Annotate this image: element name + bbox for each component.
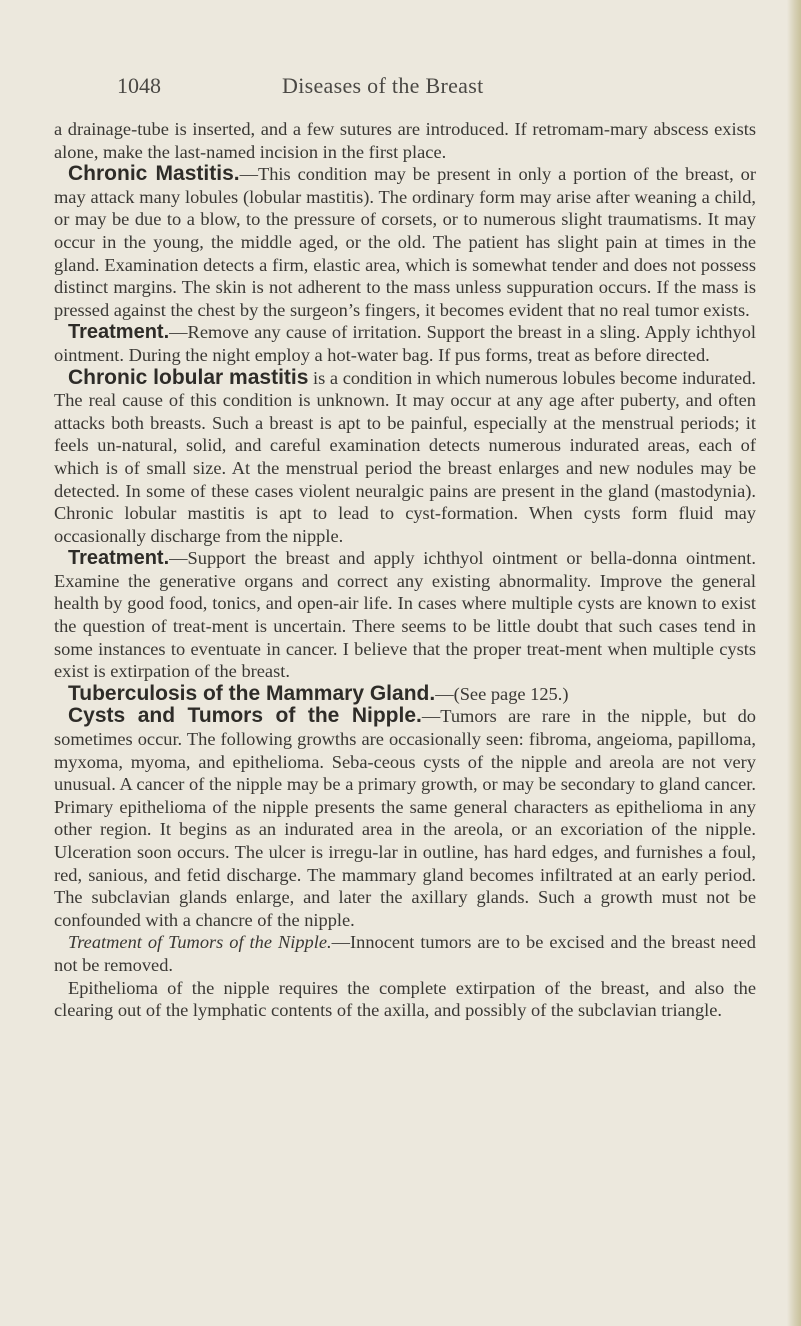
section-heading: Treatment. <box>68 321 170 344</box>
paragraph-drainage <box>54 118 756 163</box>
paragraph-text: a drainage-tube is inserted, and a few sutures are introduced. If retromam-mary abscess exists alone, make the last-named incision in the first place. <box>54 119 756 162</box>
section-heading: Cysts and Tumors of the Nipple. <box>68 704 422 728</box>
paragraph-text: is a condition in which numerous lobules become indurated. The real cause of this condition is unknown. It may occur at any age after puberty, and often attacks both breasts. Such a breast is apt to be painful, especially at the menstrual periods; it feels un-natural, solid, and careful examination detects numerous indurated areas, each of which is of small size. At the menstrual period the breast enlarges and new nodules may be detected. In some of these cases violent neuralgic pains are present in the gland (mastodynia). Chronic lobular mastitis is apt to lead to cyst-formation. When cysts form fluid may occasionally discharge from the nipple. <box>54 367 756 546</box>
running-head: Diseases of the Breast <box>282 73 484 98</box>
paragraph-text: —(See page 125.) <box>435 683 569 704</box>
paragraph-treatment-1 <box>54 321 756 366</box>
section-heading: Chronic lobular mastitis <box>68 365 309 389</box>
section-heading: Chronic Mastitis. <box>68 162 240 186</box>
paragraph-text: —Innocent tumors are to be excised and the breast need not be removed. <box>54 932 756 975</box>
paragraph-text: —Support the breast and apply ichthyol ointment or bella-donna ointment. Examine the generative organs and correct any existing abnormality. Improve the general health by good food, tonics, and open-air life. In cases where multiple cysts are known to exist the question of treat-ment is uncertain. There seems to be little doubt that such cases tend in some instances to eventuate in cancer. I believe that the proper treat-ment when multiple cysts exist is extirpation of the breast. <box>54 548 756 682</box>
body-text <box>54 118 756 1022</box>
section-heading: Treatment. <box>68 547 170 570</box>
paragraph-text: —Tumors are rare in the nipple, but do sometimes occur. The following growths are occasionally seen: fibroma, angeioma, papilloma, myxoma, myoma, and epithelioma. Seba-ceous cysts of the nipple and areola are not very unusual. A cancer of the nipple may be a primary growth, or may be secondary to gland cancer. Primary epithelioma of the nipple presents the same general characters as epithelioma in any other region. It begins as an indurated area in the areola, or an excoriation of the nipple. Ulceration soon occurs. The ulcer is irregu-lar in outline, has hard edges, and furnishes a foul, red, sanious, and fetid discharge. The mammary gland becomes infiltrated at an early period. The subclavian glands enlarge, and later the axillary glands. Such a growth must not be confounded with a chancre of the nipple. <box>54 706 757 930</box>
paragraph-chronic-mastitis <box>54 163 756 321</box>
page-edge <box>787 0 801 1326</box>
paragraph-cysts-tumors <box>54 705 756 931</box>
paragraph-text: Epithelioma of the nipple requires the complete extirpation of the breast, and also the clearing out of the lymphatic contents of the axilla, and possibly of the subclavian triangle. <box>54 977 756 1021</box>
paragraph-treatment-2 <box>54 547 756 683</box>
paragraph-epithelioma <box>54 977 756 1022</box>
paragraph-lobular-mastitis <box>54 367 756 548</box>
paragraph-tuberculosis <box>54 683 756 706</box>
page-header <box>0 73 801 103</box>
section-heading: Tuberculosis of the Mammary Gland. <box>68 681 436 705</box>
page-number: 1048 <box>117 73 161 98</box>
section-heading-italic: Treatment of Tumors of the Nipple. <box>68 932 332 953</box>
paragraph-text: —This condition may be present in only a portion of the breast, or may attack many lobules (lobular mastitis). The ordinary form may arise after weaning a child, or may be due to a blow, to the pressure of corsets, or to numerous slight traumatisms. It may occur in the young, the middle aged, or the old. The patient has slight pain at times in the gland. Examination detects a firm, elastic area, which is somewhat tender and does not possess distinct margins. The skin is not adherent to the mass unless suppuration occurs. If the mass is pressed against the chest by the surgeon’s fingers, it becomes evident that no real tumor exists. <box>54 164 756 320</box>
paragraph-text: —Remove any cause of irritation. Support the breast in a sling. Apply ichthyol ointment. During the night employ a hot-water bag. If pus forms, treat as before directed. <box>54 322 756 365</box>
paragraph-treatment-tumors <box>54 931 756 976</box>
